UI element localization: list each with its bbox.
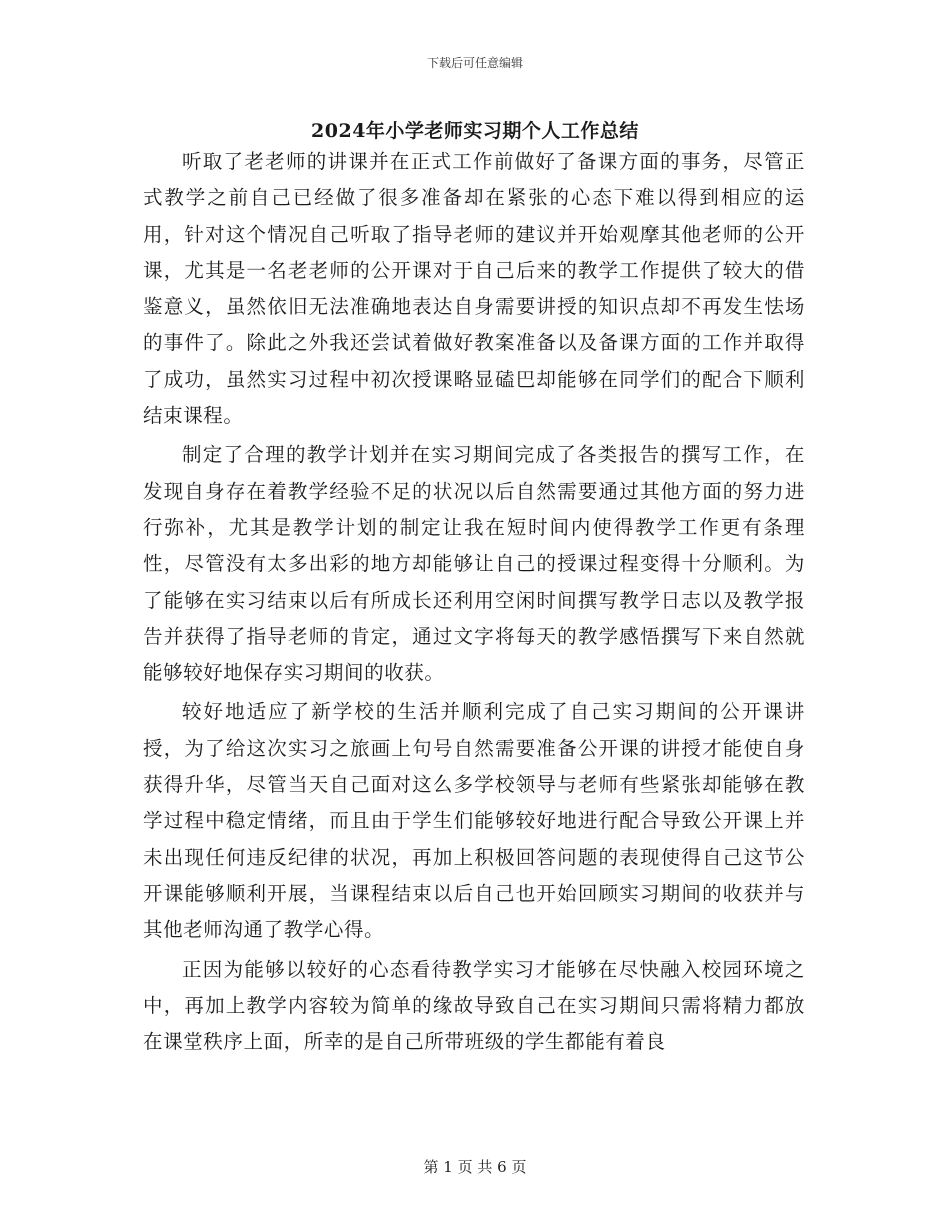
document-title: 2024年小学老师实习期个人工作总结 — [311, 120, 639, 142]
paragraph-2: 制定了合理的教学计划并在实习期间完成了各类报告的撰写工作，在发现自身存在着教学经验不足的状况以后自然需要通过其他方面的努力进行弥补，尤其是教学计划的制定让我在短时间内使得教学工作更有条理性，尽管没有太多出彩的地方却能够让自己的授课过程变得十分顺利。为了能够在实习结束以后有所成长还利用空闲时间撰写教学日志以及教学报告并获得了指导老师的肯定，通过文字将每天的教学感悟撰写下来自然就能够较好地保存实习期间的收获。 — [143, 443, 805, 685]
page-number: 第 1 页 共 6 页 — [423, 1158, 527, 1176]
paragraph-3: 较好地适应了新学校的生活并顺利完成了自己实习期间的公开课讲授，为了给这次实习之旅画上句号自然需要准备公开课的讲授才能使自身获得升华，尽管当天自己面对这么多学校领导与老师有些紧张却能够在教学过程中稳定情绪，而且由于学生们能够较好地进行配合导致公开课上并未出现任何违反纪律的状况，再加上积极回答问题的表现使得自己这节公开课能够顺利开展，当课程结束以后自己也开始回顾实习期间的收获并与其他老师沟通了教学心得。 — [143, 700, 805, 942]
header-note: 下载后可任意编辑 — [426, 56, 523, 70]
paragraph-1: 听取了老老师的讲课并在正式工作前做好了备课方面的事务，尽管正式教学之前自己已经做了很多准备却在紧张的心态下难以得到相应的运用，针对这个情况自己听取了指导老师的建议并开始观摩其他老师的公开课，尤其是一名老老师的公开课对于自己后来的教学工作提供了较大的借鉴意义，虽然依旧无法准确地表达自身需要讲授的知识点却不再发生怯场的事件了。除此之外我还尝试着做好教案准备以及备课方面的工作并取得了成功，虽然实习过程中初次授课略显磕巴却能够在同学们的配合下顺利结束课程。 — [143, 150, 805, 428]
document-body — [143, 144, 805, 1063]
paragraph-4: 正因为能够以较好的心态看待教学实习才能够在尽快融入校园环境之中，再加上教学内容较为简单的缘故导致自己在实习期间只需将精力都放在课堂秩序上面，所幸的是自己所带班级的学生都能有着良 — [143, 957, 805, 1054]
